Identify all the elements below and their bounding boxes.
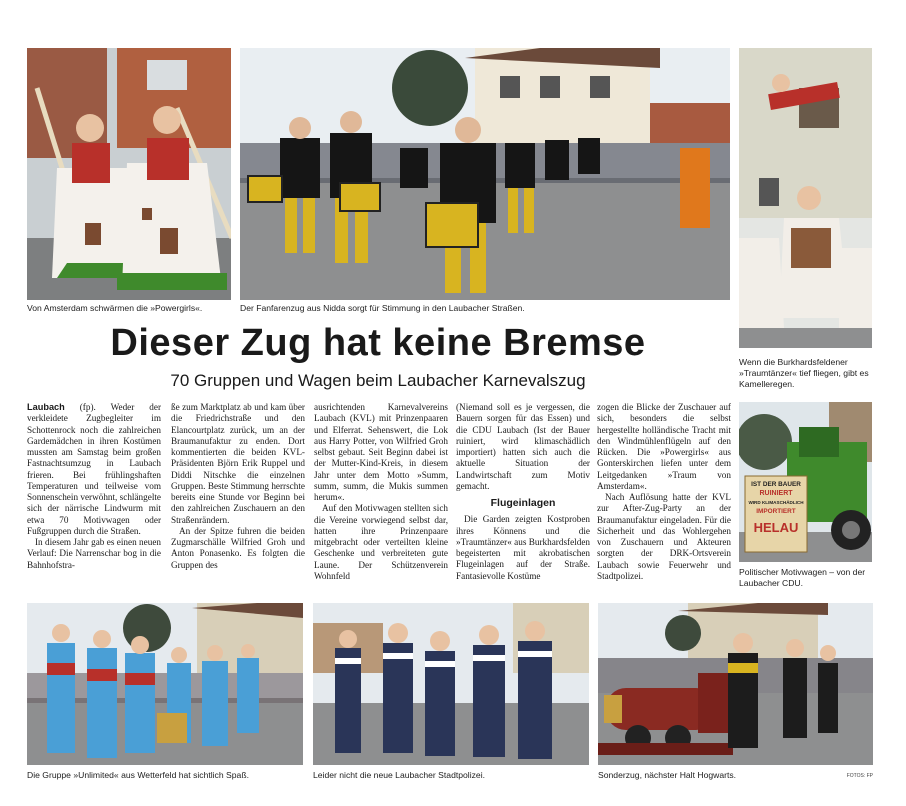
caption-hogwarts: Sonderzug, nächster Halt Hogwarts. <box>598 770 737 780</box>
photo-credit: FOTOS: FP <box>846 773 873 779</box>
sign-line-1: IST DER BAUER <box>751 481 801 488</box>
sign-line-3: WIRD KLIMASCHÄDLICH <box>748 500 804 505</box>
sign-line-2: RUINIERT <box>759 490 793 497</box>
caption-stadtpolizei: Leider nicht die neue Laubacher Stadtpolizei. <box>313 770 485 780</box>
campaign-sign <box>745 476 807 536</box>
article-kicker: Laubach <box>27 402 65 412</box>
article-column-5 <box>597 402 731 582</box>
caption-powergirls: Von Amsterdam schwärmen die »Powergirls«. <box>27 303 203 313</box>
sign-line-4: IMPORTIERT <box>756 508 796 515</box>
article-col4b-text: Die Garden zeigten Kostproben ihres Könnens und die »Traumtänzer« aus Burkhardsfelden begeisterten mit akrobatischen Flugeinlagen auf der Straße. Fantasievolle Kostüme <box>456 514 590 581</box>
page-title: Dieser Zug hat keine Bremse <box>110 322 646 364</box>
article-col2b-text: An der Spitze fuhren die beiden Zugmarschälle Wilfried Groh und Anton Ponasenko. Es folgten die Gruppen des <box>171 525 305 570</box>
article-column-1 <box>27 402 161 571</box>
article-col1-text: (fp). Weder der verkleidete Zugbegleiter im Schottenrock noch die zahlreichen Gardemädchen in ihren Kostümen mussten am Samstag beim großen Fastnachtsumzug in Laubach frieren. Bei frühlingshaften Temperaturen und teilweise vom Sonnenschein verwöhnt, schlängelte sich der närrische Lindwurm mit etwa 70 Motivwagen oder Fußgruppen durch die Straßen. <box>27 402 161 536</box>
article-col5-text: zogen die Blicke der Zuschauer auf sich, besonders die selbst hergestellte holländische Tracht mit den Windmühlenflügeln auf den Rücken. Die »Powergirls« aus Gonterskirchen liefen unter dem Leitgedanken »Traum von Amsterdam«. <box>597 402 731 491</box>
photo-fanfarenzug <box>240 48 730 300</box>
photo-stadtpolizei <box>313 603 589 765</box>
article-col3-text: ausrichtenden Karnevalvereins Laubach (KVL) mit Prinzenpaaren und Elferrat. Sehenswert, die Lok aus Harry Potter, von Wilfried Groh selbst gebaut. Seit Beginn dabei ist der Mutter-Kind-Kreis, in diesem Jahr unter dem Motto »Summ, summ, summ, die Mukis summen herum«. <box>314 402 448 502</box>
caption-unlimited: Die Gruppe »Unlimited« aus Wetterfeld hat sichtlich Spaß. <box>27 770 249 780</box>
article-column-4 <box>456 402 590 582</box>
photo-powergirls <box>27 48 231 300</box>
page-subtitle: 70 Gruppen und Wagen beim Laubacher Karnevalszug <box>170 371 586 390</box>
article-col3b-text: Auf den Motivwagen stellten sich die Vereine vorwiegend selbst dar, hatten ihre Prinzenpaare mitgebracht oder verteilten kleine Geschenke und verbreiteten gute Laune. Der Schützenverein Wohnfeld <box>314 503 448 581</box>
article-column-2 <box>171 402 305 571</box>
photo-traumtaenzer <box>739 48 872 348</box>
article-col4-text: (Niemand soll es je vergessen, die Bauern sorgen für das Essen) und die CDU Laubach (Ist der Bauer ruiniert, wird klimaschädlich importiert) hatten sich auch die aktuelle Situation der Landwirtschaft zum Motiv gemacht. <box>456 402 590 491</box>
photo-motivwagen <box>739 402 872 562</box>
article-column-3 <box>314 402 448 582</box>
caption-traumtaenzer: Wenn die Burkhardsfeldener »Traumtänzer« tief fliegen, gibt es Kamelleregen. <box>739 357 869 389</box>
caption-fanfarenzug: Der Fanfarenzug aus Nidda sorgt für Stimmung in den Laubacher Straßen. <box>240 303 525 313</box>
article-col5b-text: Nach Auflösung hatte der KVL zur After-Zug-Party an der Braumanufaktur eingeladen. Für die Sicherheit und das Wohlergehen von Zuschauern und Akteuren sorgten der DRK-Ortsverein Laubach sowie Feuerwehr und Stadtpolizei. <box>597 492 731 581</box>
article-col1b-text: In diesem Jahr gab es einen neuen Verlauf: Die Narrenschar bog in die Bahnhofstra- <box>27 537 161 570</box>
photo-unlimited <box>27 603 303 765</box>
photo-hogwarts <box>598 603 873 765</box>
sign-line-5: HELAU <box>753 520 799 535</box>
article-section-heading: Flugeinlagen <box>490 497 556 509</box>
caption-motivwagen: Politischer Motivwagen – von der Laubacher CDU. <box>739 567 866 588</box>
article-col2-text: ße zum Marktplatz ab und kam über die Friedrichstraße und den Elancourtplatz zurück, um an der Braumanufaktur zu enden. Dort kommentierten die beiden KVL-Präsidenten Björn Erik Ruppel und Diddi Nitschke die einzelnen Gruppen. Beste Stimmung herrschte bereits eine Stunde vor Beginn bei den zahlreichen Zuschauern an den Straßenrändern. <box>171 402 305 525</box>
